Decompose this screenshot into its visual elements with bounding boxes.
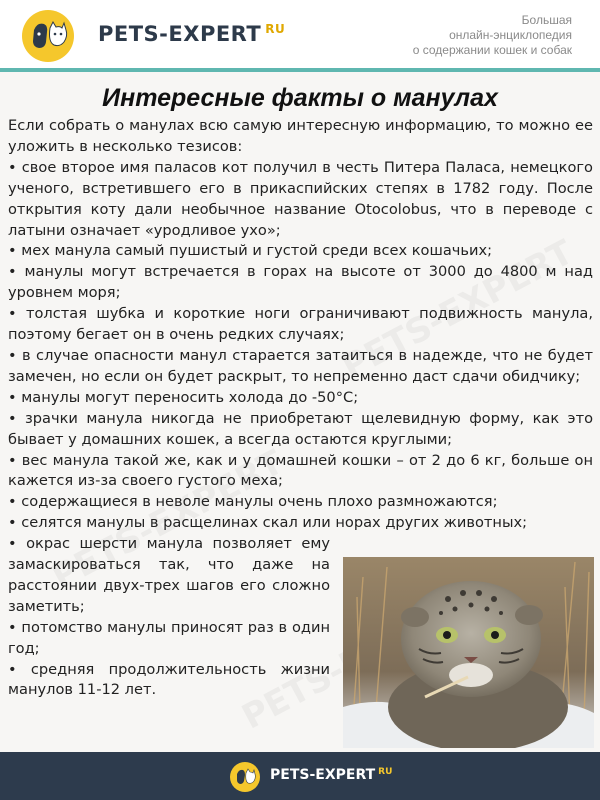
logo-suffix: RU [265, 22, 286, 36]
fact-item: • манулы могут переносить холода до -50°С; [8, 388, 359, 406]
site-header [0, 0, 600, 72]
pets-logo-icon [230, 762, 260, 792]
fact-item: • вес манула такой же, как и у домашней кошки – от 2 до 6 кг, больше он кажется из-за своего густого меха; [8, 451, 593, 490]
logo-wordmark[interactable] [98, 22, 285, 46]
pets-logo-icon [22, 10, 74, 62]
fact-item: • содержащиеся в неволе манулы очень плохо размножаются; [8, 493, 498, 511]
tagline-line: о содержании кошек и собак [412, 43, 572, 57]
site-footer [0, 752, 600, 800]
tagline-line: онлайн-энциклопедия [449, 28, 572, 42]
footer-logo-text: PETS-EXPERT [270, 767, 376, 783]
tagline-line: Большая [521, 13, 572, 27]
fact-item: • селятся манулы в расщелинах скал или норах других животных; [8, 514, 528, 532]
fact-item: • окрас шерсти манула позволяет ему замаскироваться так, что даже на расстоянии двух-трех шагов его сложно заметить; [8, 535, 330, 615]
footer-wordmark[interactable] [270, 767, 392, 783]
logo-text: PETS-EXPERT [98, 22, 262, 46]
fact-item: • манулы могут встречается в горах на высоте от 3000 до 4800 м над уровнем моря; [8, 263, 593, 302]
page-title: Интересные факты о манулах [102, 84, 498, 112]
fact-item: • средняя продолжительность жизни манулов 11-12 лет. [8, 660, 330, 699]
fact-item: • потомство манулы приносят раз в один год; [8, 618, 330, 657]
manul-photo [343, 557, 594, 748]
site-tagline [352, 13, 572, 58]
fact-item: • толстая шубка и короткие ноги ограничивают подвижность манула, поэтому бегает он в очень редких случаях; [8, 305, 593, 344]
intro-paragraph: Если собрать о манулах всю самую интересную информацию, то можно ее уложить в несколько тезисов: [8, 117, 593, 155]
fact-item: • зрачки манула никогда не приобретают щелевидную форму, как это бывает у домашних кошек, а всегда остаются круглыми; [8, 409, 593, 448]
narrow-column [8, 534, 330, 701]
fact-item: • свое второе имя паласов кот получил в честь Питера Паласа, немецкого ученого, встретившего его в прикаспийских степях в 1782 году. После открытия коту дали необычное название Otocolobus, что в переводе с латыни означает «уродливое ухо»; [8, 158, 593, 239]
fact-item: • мех манула самый пушистый и густой среди всех кошачьих; [8, 242, 493, 260]
fact-item: • в случае опасности манул старается затаиться в надежде, что не будет замечен, но если он будет раскрыт, то непременно даст сдачи обидчику; [8, 346, 593, 385]
footer-logo-suffix: RU [378, 767, 393, 777]
